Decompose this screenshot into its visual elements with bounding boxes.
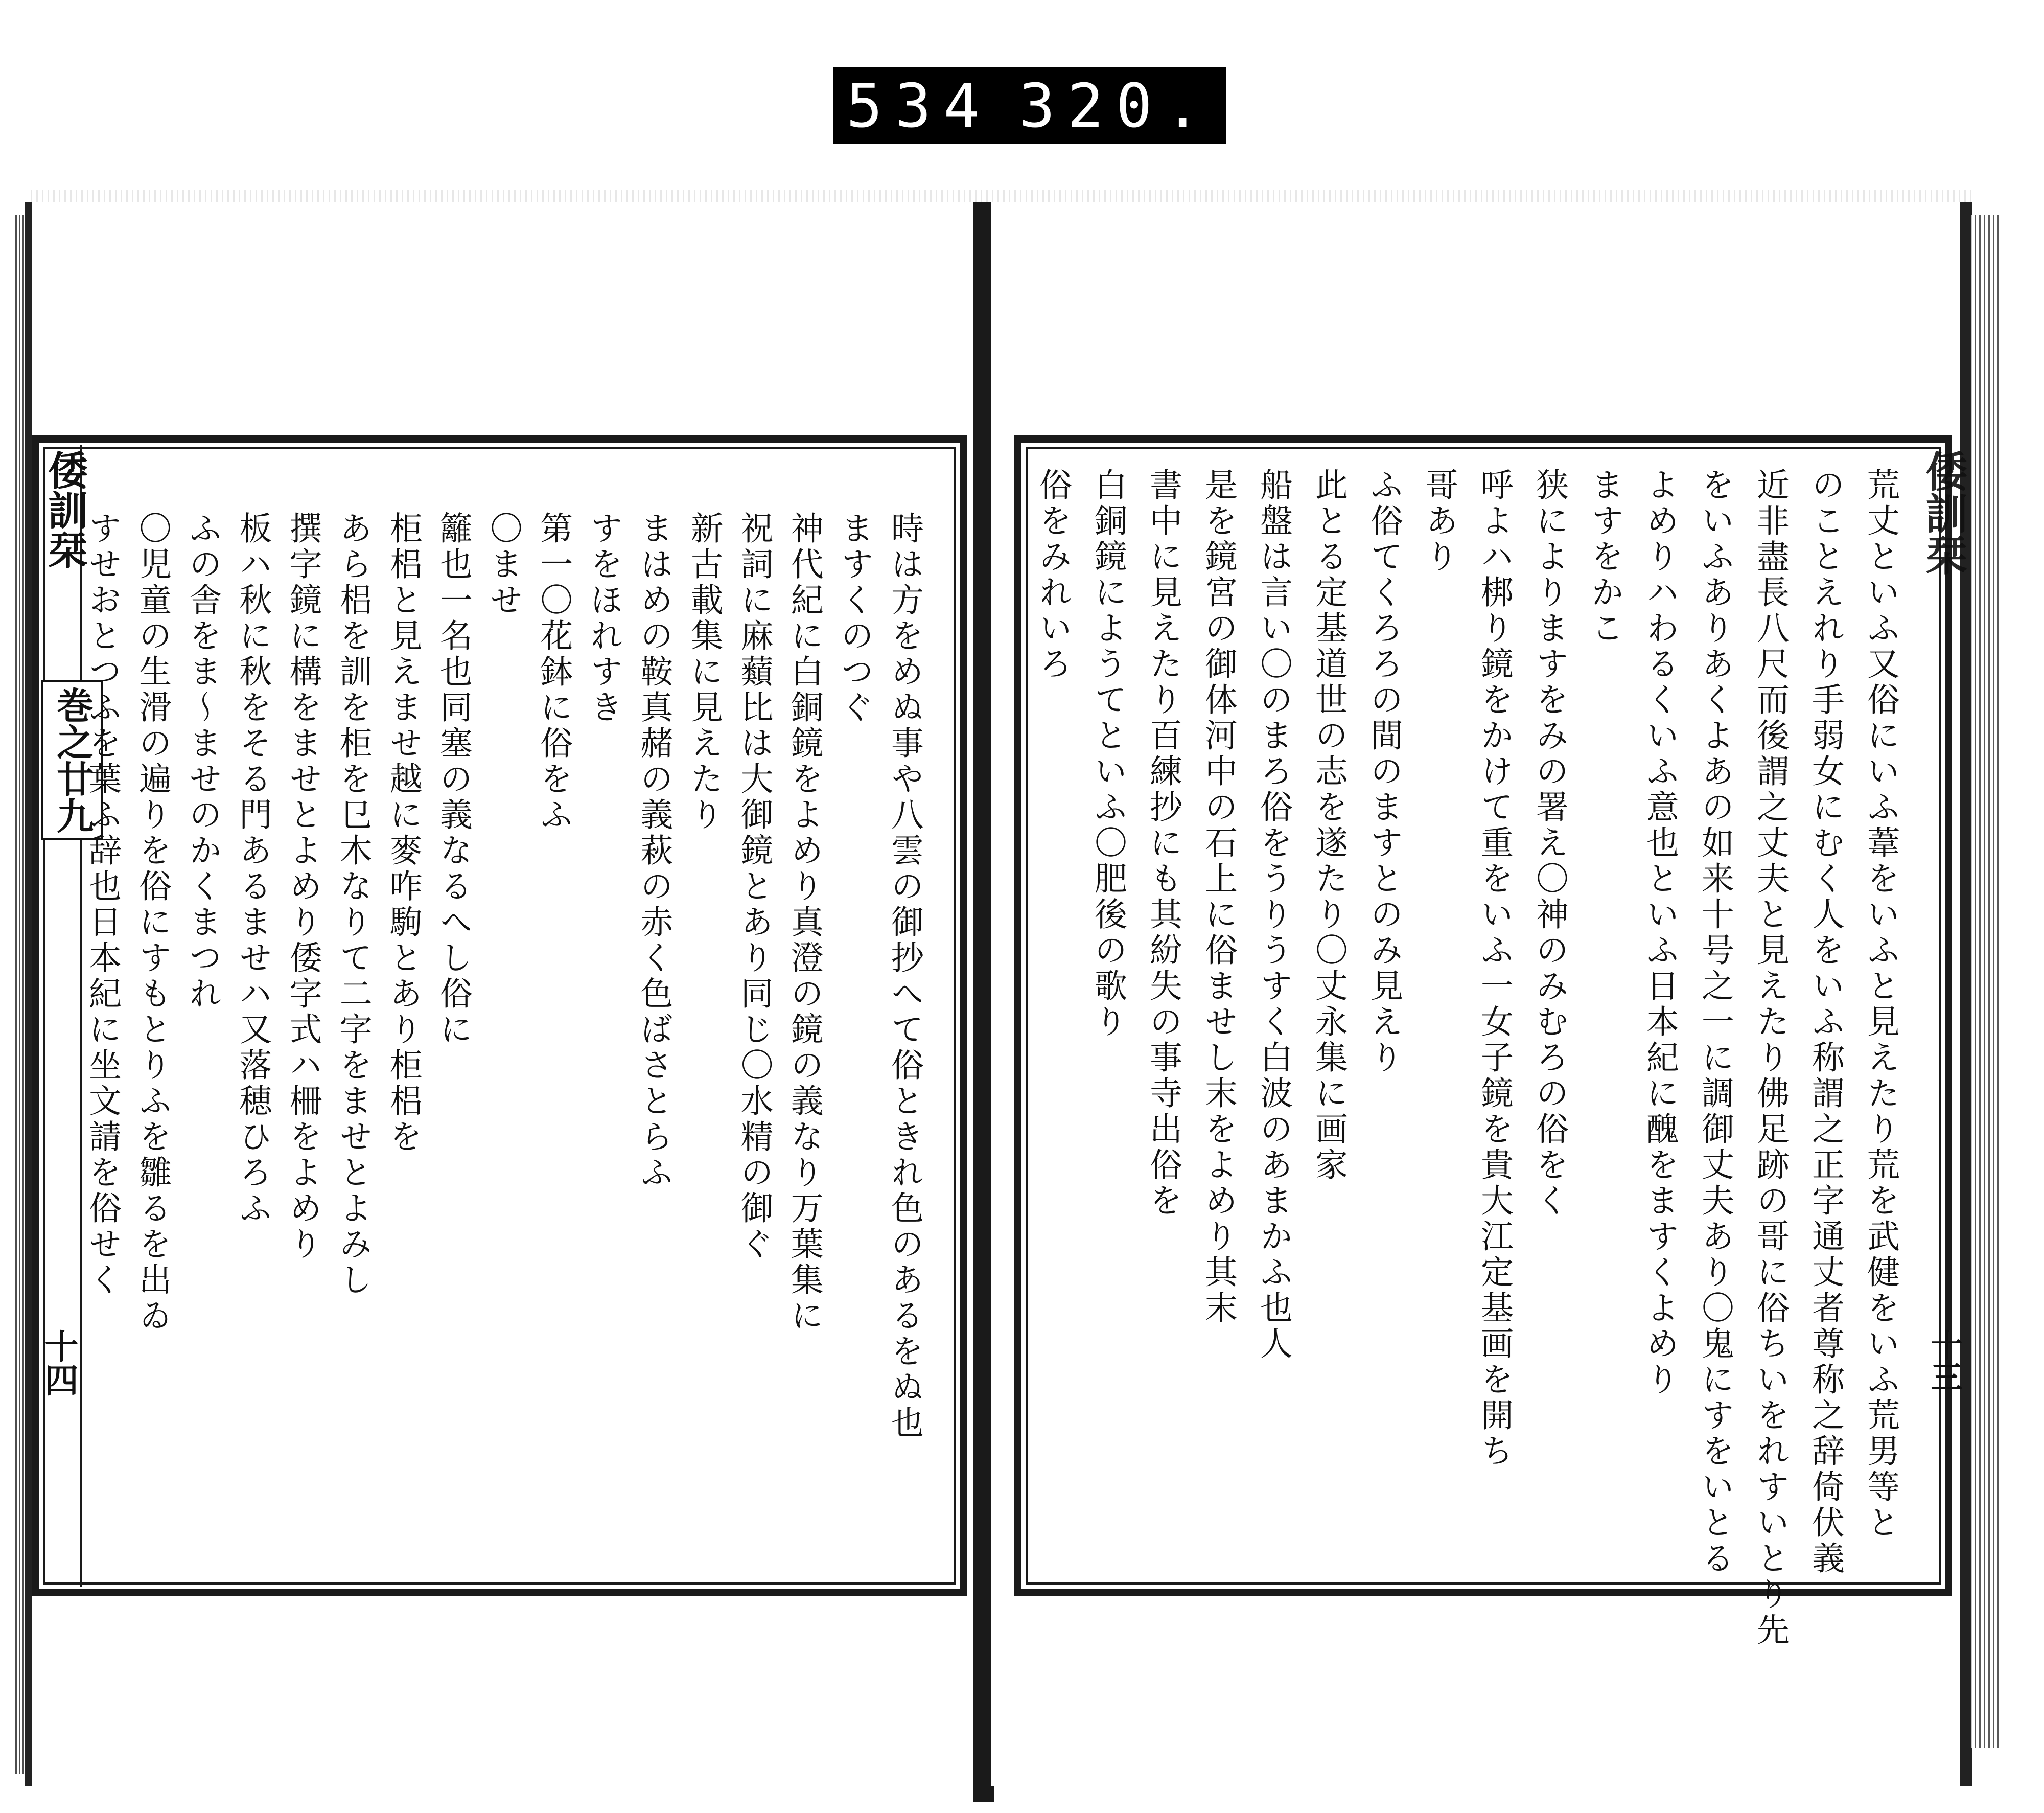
text-column: 書中に見えたり百練抄にも其紛失の事寺出俗を bbox=[1144, 468, 1182, 1219]
right-margin-column bbox=[1914, 445, 1952, 1587]
right-page-edges bbox=[1970, 215, 2001, 1748]
text-column: 板ハ秋に秋をそる門あるませハ又落穂ひろふ bbox=[234, 511, 272, 1227]
left-running-title: 倭訓栞 bbox=[41, 450, 88, 569]
text-column: 時は方をめぬ事や八雲の御抄へて俗ときれ色のあるをぬ也 bbox=[886, 511, 923, 1441]
text-column: 白銅鏡にようてといふ〇肥後の歌り bbox=[1089, 468, 1127, 1040]
text-column: 新古載集に見えたり bbox=[685, 511, 723, 833]
text-column: ふ俗てくろろの間のますとのみ見えり bbox=[1365, 468, 1403, 1076]
text-column: 狭によりますをみの署え〇神のみむろの俗をく bbox=[1530, 468, 1568, 1219]
text-column: 撰字鏡に構をませとよめり倭字式ハ柵をよめり bbox=[284, 511, 322, 1263]
text-column: のことえれり手弱女にむく人をいふ称謂之正字通丈者尊称之辞倚伏義 bbox=[1806, 468, 1844, 1577]
left-page-number: 十四 bbox=[39, 1329, 79, 1396]
text-column: 第一〇花鉢に俗をふ bbox=[535, 511, 573, 833]
accession-label bbox=[833, 67, 1226, 144]
left-chapter-label: 巻之廿九 bbox=[41, 680, 103, 840]
text-column: よめりハわるくいふ意也といふ日本紀に醜をますくよめり bbox=[1641, 468, 1679, 1398]
text-column: あら梠を訓を柜を㔾木なりて二字をませとよみし bbox=[334, 511, 372, 1298]
text-column: 神代紀に白銅鏡をよめり真澄の鏡の義なり万葉集に bbox=[785, 511, 823, 1334]
text-column: ますくのつぐ bbox=[835, 511, 873, 726]
text-column: 俗をみれいろ bbox=[1034, 468, 1072, 682]
text-column: まはめの鞍真赭の義萩の赤く色ばさとらふ bbox=[635, 511, 673, 1191]
text-column: すせおとつふを葉ふ辞也日本紀に坐文請を俗せく bbox=[83, 511, 121, 1298]
text-column: 〇ませ bbox=[484, 511, 522, 618]
text-column: 柜梠と見えませ越に麥咋駒とあり柜梠を bbox=[384, 511, 422, 1155]
text-column: 呼よハ梆り鏡をかけて重をいふ一女子鏡を貴大江定基画を開ち bbox=[1475, 468, 1513, 1470]
accession-number-right: 320. bbox=[1018, 71, 1213, 141]
text-column: 此とる定基道世の志を遂たり〇丈永集に画家 bbox=[1310, 468, 1348, 1183]
text-column: 荒丈といふ又俗にいふ葦をいふと見えたり荒を武健をいふ荒男等と bbox=[1862, 468, 1899, 1541]
text-column: すをほれすき bbox=[585, 511, 623, 726]
text-column: 船盤は言い〇のまろ俗をうりうすく白波のあまかふ也人 bbox=[1255, 468, 1292, 1362]
left-margin-column bbox=[32, 445, 82, 1587]
text-column: をいふありあくよあの如来十号之一に調御丈夫あり〇鬼にすをいとる bbox=[1696, 468, 1734, 1577]
right-page-number: 十三 bbox=[1925, 1329, 1963, 1392]
book-spine bbox=[973, 202, 994, 1802]
text-column: 近非盡長八尺而後謂之丈夫と見えたり佛足跡の哥に俗ちいをれすいとり先 bbox=[1751, 468, 1789, 1648]
text-column: ふの舎をま〜ませのかくまつれ bbox=[183, 511, 222, 1012]
right-running-title: 倭訓栞 bbox=[1919, 450, 1968, 576]
accession-number-left: 534 bbox=[846, 71, 992, 141]
text-column: 〇児童の生滑の遍りを俗にすもとりふを雛るを出ゐ bbox=[133, 511, 172, 1334]
text-column: 祝詞に麻蘱比は大御鏡とあり同じ〇水精の御ぐ bbox=[735, 511, 773, 1263]
text-column: 哥あり bbox=[1420, 468, 1458, 575]
text-column: 籬也一名也同塞の義なるへし俗に bbox=[434, 511, 472, 1048]
text-column: 是を鏡宮の御体河中の石上に俗ませし末をよめり其末 bbox=[1199, 468, 1237, 1326]
text-column: ますをかこ bbox=[1586, 468, 1623, 647]
